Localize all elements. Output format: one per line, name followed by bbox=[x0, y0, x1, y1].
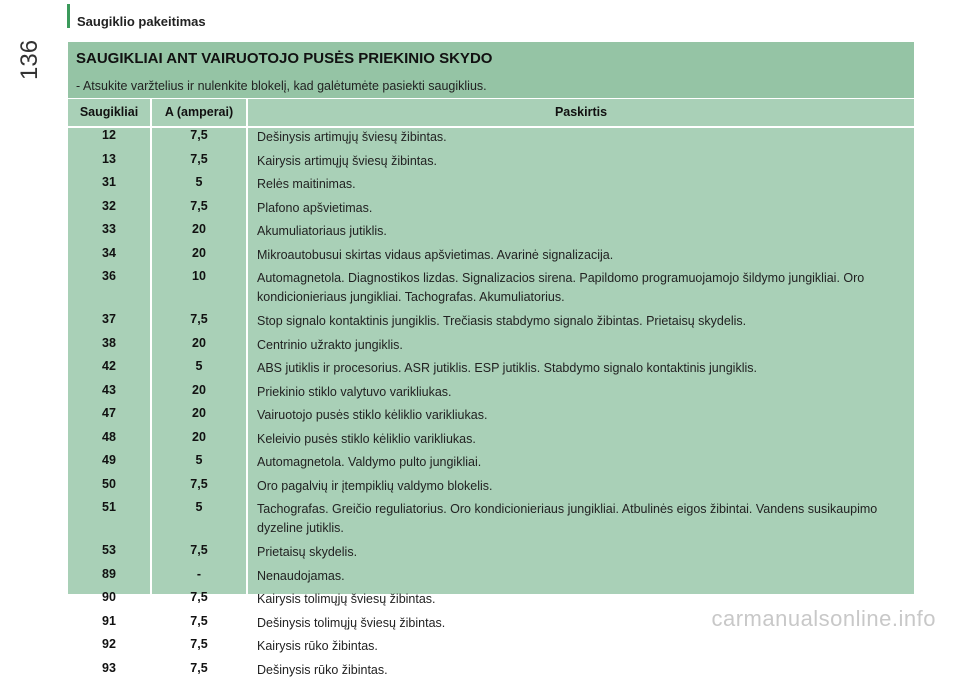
fuse-purpose: Dešinysis artimųjų šviesų žibintas. bbox=[257, 128, 907, 147]
table-row bbox=[68, 500, 914, 543]
fuse-number: 34 bbox=[68, 246, 150, 260]
fuse-purpose: Automagnetola. Valdymo pulto jungikliai. bbox=[257, 453, 907, 472]
fuse-amperage: 5 bbox=[152, 453, 246, 467]
fuse-purpose: Dešinysis tolimųjų šviesų žibintas. bbox=[257, 614, 907, 633]
fuse-number: 49 bbox=[68, 453, 150, 467]
table-row bbox=[68, 312, 914, 336]
fuse-amperage: 5 bbox=[152, 175, 246, 189]
table-row bbox=[68, 246, 914, 270]
fuse-amperage: 5 bbox=[152, 359, 246, 373]
fuse-amperage: 5 bbox=[152, 500, 246, 514]
fuse-number: 13 bbox=[68, 152, 150, 166]
panel-header bbox=[68, 42, 914, 98]
fuse-purpose: Dešinysis rūko žibintas. bbox=[257, 661, 907, 680]
fuse-purpose: Kairysis rūko žibintas. bbox=[257, 637, 907, 656]
panel-instruction: - Atsukite varžtelius ir nulenkite blokelį, kad galėtumėte pasiekti saugiklius. bbox=[76, 79, 487, 93]
fuse-amperage: 7,5 bbox=[152, 543, 246, 557]
fuse-purpose: Nenaudojamas. bbox=[257, 567, 907, 586]
table-row bbox=[68, 269, 914, 312]
page-number: 136 bbox=[10, 40, 50, 80]
fuse-amperage: 7,5 bbox=[152, 661, 246, 675]
fuse-amperage: 20 bbox=[152, 336, 246, 350]
fuse-number: 92 bbox=[68, 637, 150, 651]
fuse-amperage: - bbox=[152, 567, 246, 581]
fuse-amperage: 7,5 bbox=[152, 590, 246, 604]
table-row bbox=[68, 152, 914, 176]
table-row bbox=[68, 199, 914, 223]
table-row bbox=[68, 175, 914, 199]
fuse-purpose: Kairysis tolimųjų šviesų žibintas. bbox=[257, 590, 907, 609]
fuse-purpose: Keleivio pusės stiklo kėliklio varikliukas. bbox=[257, 430, 907, 449]
table-row bbox=[68, 383, 914, 407]
fuse-purpose: Tachografas. Greičio reguliatorius. Oro kondicionieriaus jungikliai. Atbulinės eigos žibintai. Vandens susikaupimo dyzeline jutiklis. bbox=[257, 500, 907, 538]
section-accent-bar bbox=[67, 4, 70, 28]
fuse-purpose: Mikroautobusui skirtas vidaus apšvietimas. Avarinė signalizacija. bbox=[257, 246, 907, 265]
fuse-number: 36 bbox=[68, 269, 150, 283]
fuse-purpose: Relės maitinimas. bbox=[257, 175, 907, 194]
section-label: Saugiklio pakeitimas bbox=[77, 14, 206, 29]
fuse-number: 91 bbox=[68, 614, 150, 628]
fuse-amperage: 20 bbox=[152, 222, 246, 236]
fuse-number: 32 bbox=[68, 199, 150, 213]
fuse-amperage: 20 bbox=[152, 383, 246, 397]
fuse-number: 53 bbox=[68, 543, 150, 557]
fuse-purpose: Stop signalo kontaktinis jungiklis. Trečiasis stabdymo signalo žibintas. Prietaisų skydelis. bbox=[257, 312, 907, 331]
fuse-number: 51 bbox=[68, 500, 150, 514]
column-header-fuse: Saugikliai bbox=[68, 99, 150, 126]
table-row bbox=[68, 661, 914, 684]
fuse-number: 12 bbox=[68, 128, 150, 142]
table-row bbox=[68, 359, 914, 383]
table-row bbox=[68, 477, 914, 501]
fuse-amperage: 7,5 bbox=[152, 614, 246, 628]
fuse-number: 42 bbox=[68, 359, 150, 373]
fuse-amperage: 20 bbox=[152, 406, 246, 420]
fuse-table-panel bbox=[68, 42, 914, 594]
fuse-purpose: Akumuliatoriaus jutiklis. bbox=[257, 222, 907, 241]
fuse-amperage: 7,5 bbox=[152, 128, 246, 142]
fuse-number: 43 bbox=[68, 383, 150, 397]
fuse-number: 33 bbox=[68, 222, 150, 236]
fuse-amperage: 7,5 bbox=[152, 312, 246, 326]
table-row bbox=[68, 567, 914, 591]
fuse-purpose: Centrinio užrakto jungiklis. bbox=[257, 336, 907, 355]
fuse-amperage: 20 bbox=[152, 430, 246, 444]
fuse-number: 50 bbox=[68, 477, 150, 491]
table-row bbox=[68, 406, 914, 430]
table-row bbox=[68, 336, 914, 360]
fuse-number: 48 bbox=[68, 430, 150, 444]
fuse-amperage: 7,5 bbox=[152, 199, 246, 213]
fuse-purpose: Plafono apšvietimas. bbox=[257, 199, 907, 218]
fuse-purpose: Kairysis artimųjų šviesų žibintas. bbox=[257, 152, 907, 171]
fuse-amperage: 10 bbox=[152, 269, 246, 283]
fuse-purpose: Priekinio stiklo valytuvo varikliukas. bbox=[257, 383, 907, 402]
table-row bbox=[68, 222, 914, 246]
column-header-purpose: Paskirtis bbox=[248, 99, 914, 126]
table-row bbox=[68, 453, 914, 477]
fuse-amperage: 20 bbox=[152, 246, 246, 260]
table-row bbox=[68, 430, 914, 454]
fuse-amperage: 7,5 bbox=[152, 477, 246, 491]
fuse-number: 37 bbox=[68, 312, 150, 326]
fuse-purpose: ABS jutiklis ir procesorius. ASR jutiklis. ESP jutiklis. Stabdymo signalo kontaktinis jungiklis. bbox=[257, 359, 907, 378]
column-header-amps: A (amperai) bbox=[152, 99, 246, 126]
fuse-purpose: Prietaisų skydelis. bbox=[257, 543, 907, 562]
fuse-amperage: 7,5 bbox=[152, 637, 246, 651]
fuse-number: 90 bbox=[68, 590, 150, 604]
fuse-number: 31 bbox=[68, 175, 150, 189]
fuse-number: 89 bbox=[68, 567, 150, 581]
column-header-row bbox=[68, 99, 914, 126]
fuse-amperage: 7,5 bbox=[152, 152, 246, 166]
table-row bbox=[68, 128, 914, 152]
fuse-number: 93 bbox=[68, 661, 150, 675]
watermark: carmanualsonline.info bbox=[711, 606, 936, 632]
fuse-purpose: Automagnetola. Diagnostikos lizdas. Signalizacios sirena. Papildomo programuojamojo šildymo jungikliai. Oro kondicionieriaus jungikliai. Tachografas. Akumuliatorius. bbox=[257, 269, 907, 307]
fuse-number: 38 bbox=[68, 336, 150, 350]
table-row bbox=[68, 637, 914, 661]
fuse-purpose: Vairuotojo pusės stiklo kėliklio varikliukas. bbox=[257, 406, 907, 425]
fuse-number: 47 bbox=[68, 406, 150, 420]
table-row bbox=[68, 543, 914, 567]
panel-title: SAUGIKLIAI ANT VAIRUOTOJO PUSĖS PRIEKINIO SKYDO bbox=[76, 50, 492, 67]
fuse-purpose: Oro pagalvių ir įtempiklių valdymo blokelis. bbox=[257, 477, 907, 496]
